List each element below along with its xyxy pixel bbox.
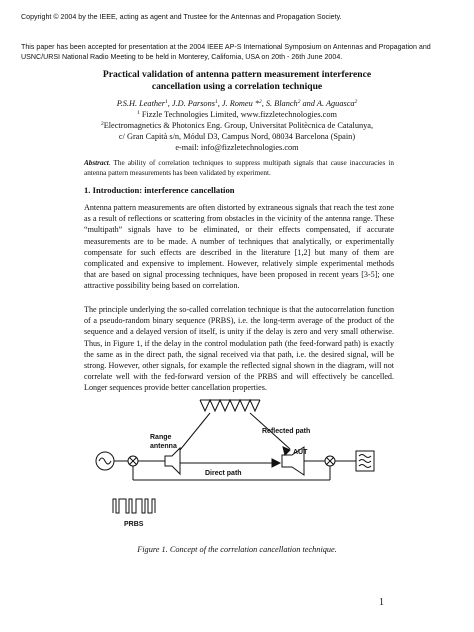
author-affiliation-marker: 2 [297, 99, 301, 105]
reflected-path-label: Reflected path [262, 428, 311, 435]
sine-wave-icon [99, 458, 111, 464]
reflector-icon [200, 400, 260, 411]
abstract-text: . The ability of correlation techniques to suppress multipath signals that cause inaccuracies in antenna pattern measurements has been validated by experiment. [84, 159, 394, 177]
affiliation-1 [30, 109, 444, 120]
author-name: A. Aguasca [316, 99, 355, 108]
author-affiliation-marker: 1 [164, 99, 168, 105]
author-separator: , [167, 99, 172, 108]
prbs-waveform-icon [113, 499, 155, 513]
prbs-label: PRBS [124, 521, 144, 528]
affiliation-2-text: Electromagnetics & Photonics Eng. Group, Universitat Politècnica de Catalunya, [103, 121, 374, 130]
affiliation-1-text: Fizzle Technologies Limited, www.fizzletechnologies.com [139, 110, 337, 119]
range-antenna-label-2: antenna [150, 443, 177, 450]
direct-path-arrow [272, 459, 280, 467]
copyright-notice: Copyright © 2004 by the IEEE, acting as agent and Trustee for the Antennas and Propagation Society. [21, 13, 342, 21]
body-paragraph-2: The principle underlying the so-called correlation technique is that the autocorrelation function of a pseudo-random binary sequence (PRBS), i.e. the long-term average of the product of the sequence and a delayed version of itself, is unity if the delay is zero and very small otherwise. Thus, in Figure 1, if the delay in the control modulation path (the feed-forward path) is exactly the same as in the direct path, the signal received via that path, i.e. the desired signal, will be strong. However, other signals, for example the reflected signal shown in the diagram, will not correlate well with the fed-forward version of the PRBS and will effectively be cancelled. Longer sequences provide better cancellation properties. [84, 305, 394, 393]
filter-wave-icon [359, 455, 371, 468]
page-number: 1 [379, 597, 384, 608]
author-name: P.S.H. Leather [116, 99, 165, 108]
body-paragraph-1: Antenna pattern measurements are often distorted by extraneous signals that reach the test zone as a result of reflections or scattering from obstacles in the vicinity of the antenna range. These “multipath” signals have to be eliminated, or their effects compensated, if accurate measurements are to be made. A number of techniques that analytically, or experimentally compensate for such effects are described in the literature [1,2] but many of them are complicated and expensive to implement. However, relatively simple experimental methods that are based on signal processing techniques, have been proposed in recent years [3-5]; one attractive possibility being based on correlation. [84, 203, 394, 291]
author-affiliation-marker: 2 [354, 99, 358, 105]
figure-1-diagram [0, 395, 474, 545]
author-separator: and [300, 99, 317, 108]
affiliation-2-marker: 2 [100, 121, 104, 127]
abstract [84, 158, 394, 178]
author-separator: , [217, 99, 222, 108]
direct-path-label: Direct path [205, 470, 242, 477]
affiliation-2-address: c/ Gran Capità s/n, Módul D3, Campus Nord, 08034 Barcelona (Spain) [118, 132, 356, 141]
affiliation-2 [30, 120, 444, 131]
aut-label: AUT [293, 449, 308, 456]
author-separator: , [261, 99, 266, 108]
abstract-label: Abstract [84, 159, 109, 167]
title-line-2: cancellation using a correlation technique [151, 81, 323, 92]
range-antenna-label-1: Range [150, 434, 172, 441]
author-name: S. Blanch [265, 99, 298, 108]
title-line-1: Practical validation of antenna pattern measurement interference [102, 69, 372, 80]
figure-caption: Figure 1. Concept of the correlation cancellation technique. [137, 545, 337, 554]
reflected-path-in [180, 413, 210, 450]
range-antenna-icon [165, 448, 180, 474]
author-name: J.D. Parsons [171, 99, 215, 108]
contact-email: e-mail: info@fizzletechnologies.com [175, 143, 299, 152]
affiliation-1-marker: 1 [137, 110, 140, 116]
paper-title [40, 69, 434, 93]
author-name: J. Romeu * [221, 99, 259, 108]
author-affiliation-marker: 1 [214, 99, 218, 105]
author-affiliation-marker: 2 [258, 99, 262, 105]
conference-notice: This paper has been accepted for presentation at the 2004 IEEE AP-S International Symposium on Antennas and Propagation and USNC/URSI National Radio Meeting to be held in Monterey, California, USA on 20th - 26th June 2004. [21, 43, 431, 61]
section-heading: 1. Introduction: interference cancellation [84, 185, 235, 195]
author-list [30, 98, 444, 109]
